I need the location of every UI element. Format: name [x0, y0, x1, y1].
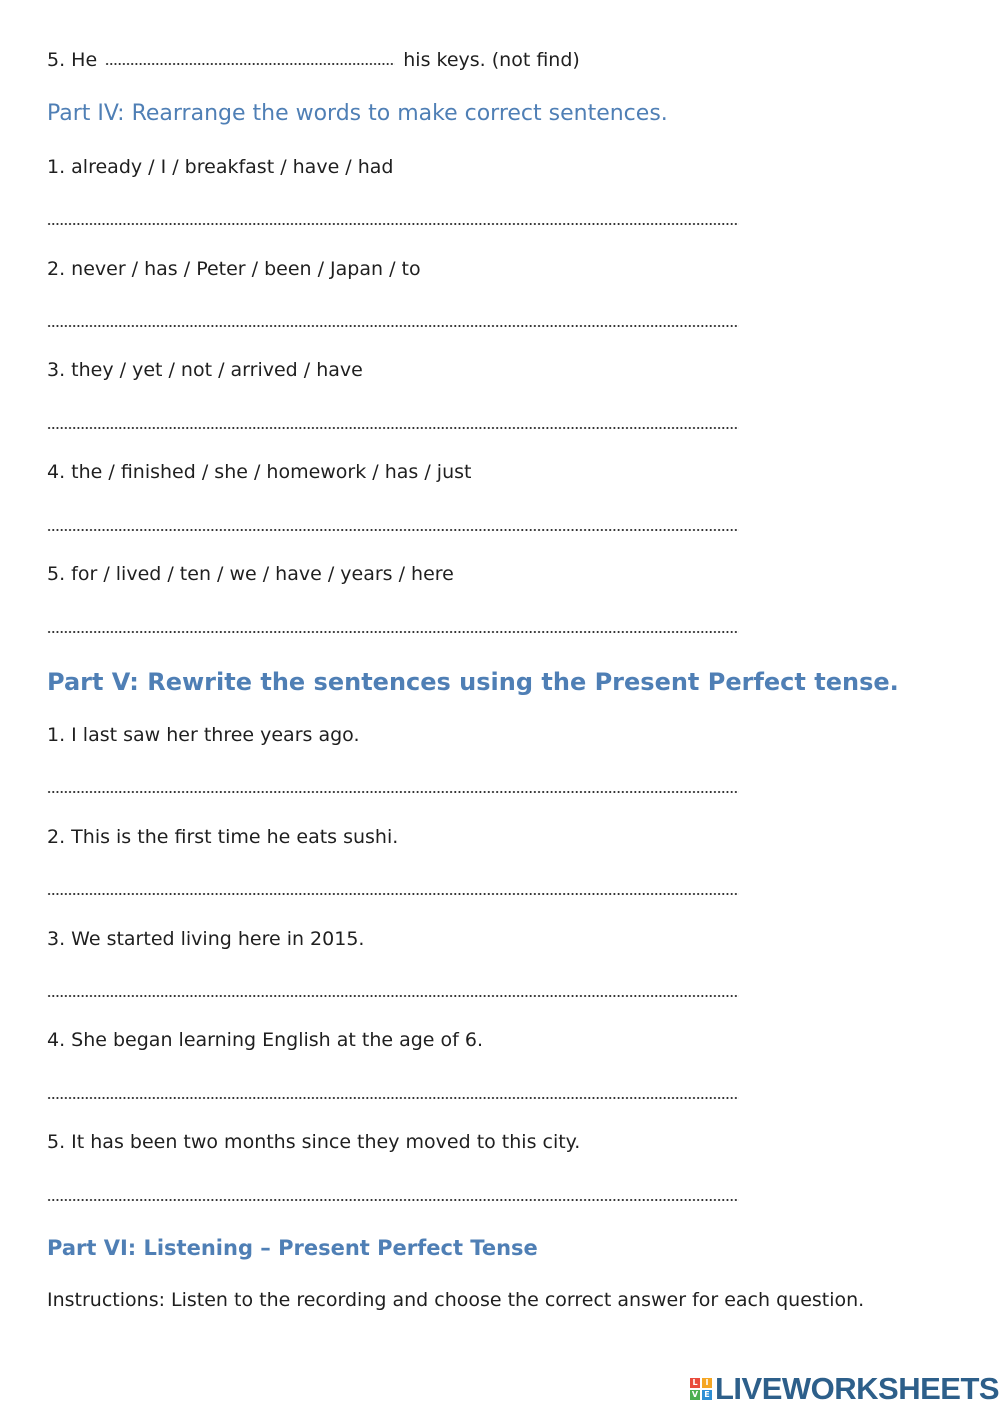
- part4-item-2: 2. never / has / Peter / been / Japan / to: [47, 258, 421, 280]
- answer-line[interactable]: [47, 1198, 739, 1202]
- part5-item-1: 1. I last saw her three years ago.: [47, 724, 360, 746]
- item-prefix: 5. He: [47, 49, 98, 71]
- answer-line[interactable]: [47, 994, 739, 998]
- logo-mark-icon: [690, 1378, 712, 1400]
- part5-item-2: 2. This is the first time he eats sushi.: [47, 826, 399, 848]
- part5-item-4: 4. She began learning English at the age of 6.: [47, 1029, 483, 1051]
- answer-line[interactable]: [47, 630, 739, 634]
- part4-item-5: 5. for / lived / ten / we / have / years / here: [47, 563, 454, 585]
- logo-text: LIVEWORKSHEETS: [715, 1371, 999, 1406]
- part4-item-3: 3. they / yet / not / arrived / have: [47, 359, 363, 381]
- logo-mark-letter: I: [702, 1378, 712, 1388]
- answer-line[interactable]: [47, 790, 739, 794]
- answer-line[interactable]: [47, 892, 739, 896]
- part4-heading: Part IV: Rearrange the words to make correct sentences.: [47, 101, 668, 126]
- part4-item-4: 4. the / finished / she / homework / has / just: [47, 461, 472, 483]
- part5-heading: Part V: Rewrite the sentences using the Present Perfect tense.: [47, 668, 899, 696]
- answer-blank[interactable]: [105, 62, 395, 66]
- part5-item-5: 5. It has been two months since they moved to this city.: [47, 1131, 581, 1153]
- part6-instructions: Instructions: Listen to the recording and choose the correct answer for each question.: [47, 1289, 865, 1311]
- part4-item-1: 1. already / I / breakfast / have / had: [47, 156, 394, 178]
- part5-item-3: 3. We started living here in 2015.: [47, 928, 365, 950]
- answer-line[interactable]: [47, 324, 739, 328]
- answer-line[interactable]: [47, 528, 739, 532]
- logo-mark-letter: L: [690, 1378, 700, 1388]
- logo-mark-letter: E: [702, 1390, 712, 1400]
- answer-line[interactable]: [47, 426, 739, 430]
- item-suffix: his keys. (not find): [403, 49, 580, 71]
- logo-mark-letter: V: [691, 1390, 699, 1399]
- answer-line[interactable]: [47, 222, 739, 226]
- exercise-item-part3-5: [47, 48, 580, 72]
- part6-heading: Part VI: Listening – Present Perfect Tense: [47, 1236, 538, 1260]
- liveworksheets-logo: [690, 1371, 999, 1407]
- answer-line[interactable]: [47, 1096, 739, 1100]
